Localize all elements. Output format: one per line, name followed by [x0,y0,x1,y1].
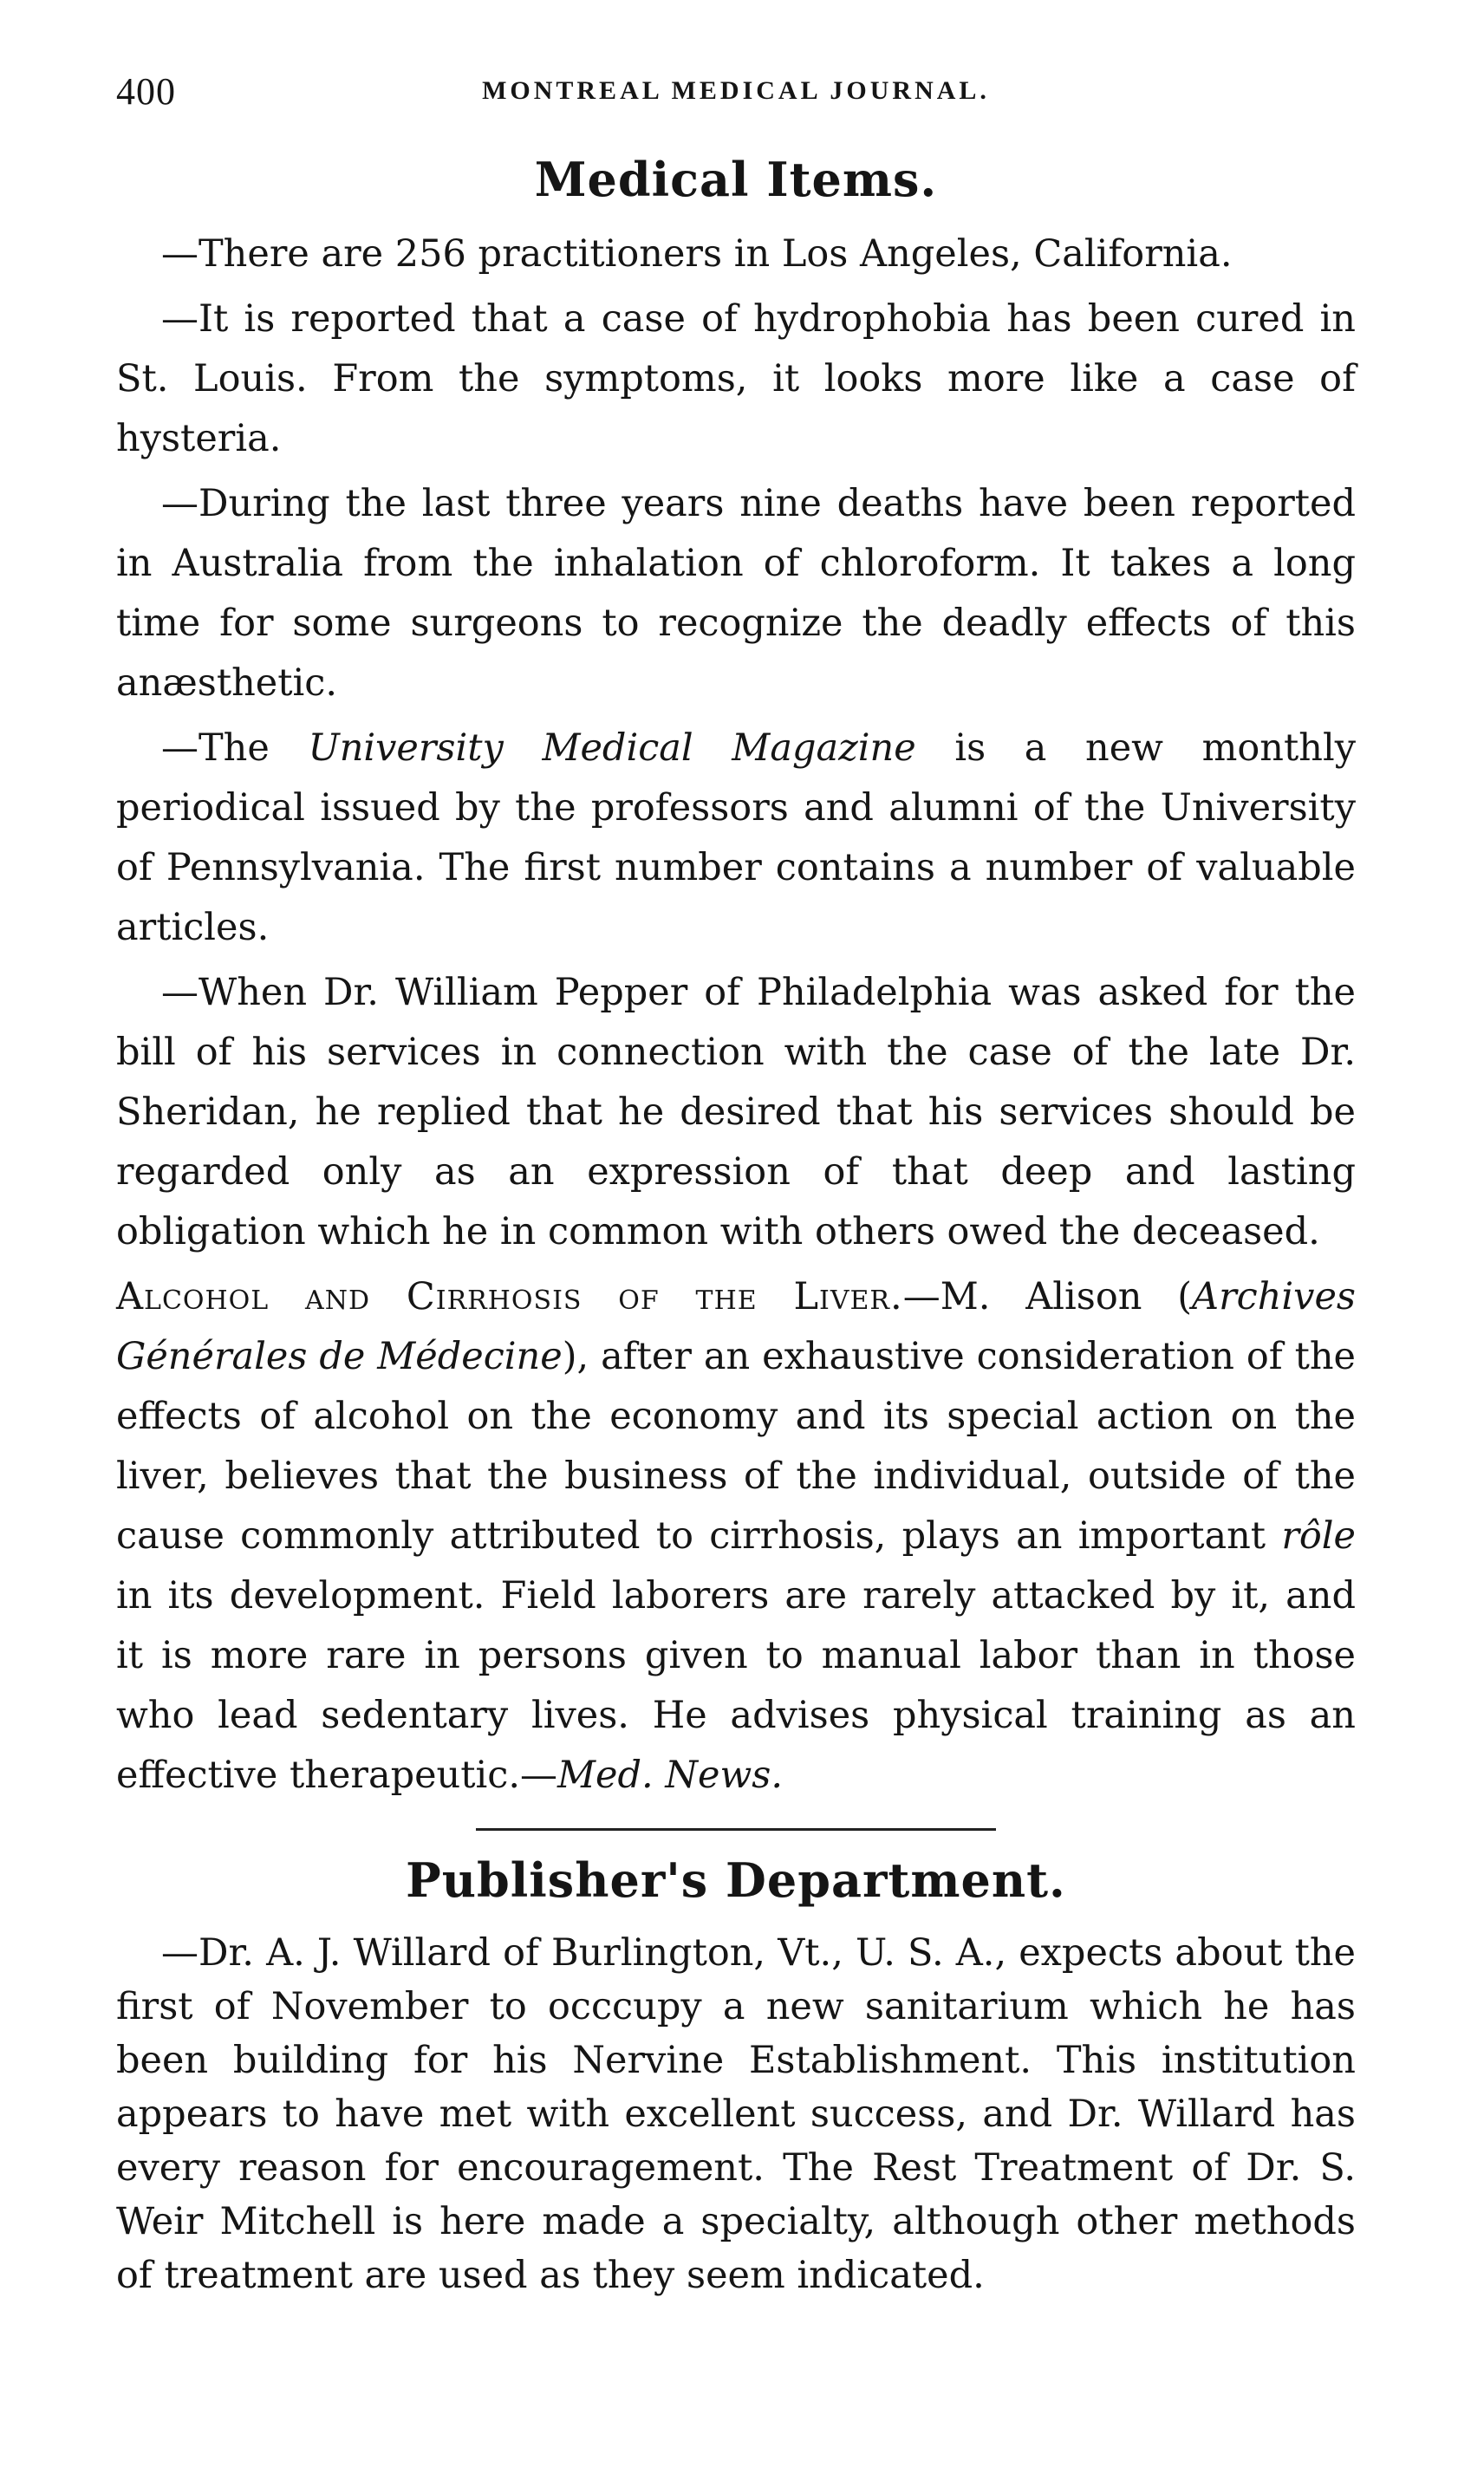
item-hydrophobia: —It is reported that a case of hydrophobia has been cured in St. Louis. From the symptoms, it looks more like a case of hysteria. [116,297,1356,461]
running-head [116,69,1356,130]
magazine-title: University Medical Magazine [308,726,916,771]
magazine-text: is a new monthly periodical issued by the professors and alumni of the University of Pennsylvania. The first number contains a number of valuable articles. [116,726,1356,950]
item-willard: —Dr. A. J. Willard of Burlington, Vt., U. S. A., expects about the first of November to occcupy a new sanitarium which he has been building for his Nervine Establishment. This institution appears to have met with excellent success, and Dr. Willard has every reason for encouragement. The Rest Treatment of Dr. S. Weir Mitchell is here made a specialty, although other methods of treatment are used as they seem indicated. [116,1930,1356,2297]
item-los-angeles: —There are 256 practitioners in Los Angeles, California. [161,232,1233,277]
journal-page [116,69,1356,2308]
alcohol-citation: Med. News. [557,1754,783,1798]
item-chloroform: —During the last three years nine deaths have been reported in Australia from the inhalation of chloroform. It takes a long time for some surgeons to recognize the deadly effects of this anæsthetic. [116,482,1356,706]
alcohol-source: Archives Générales de Médecine [116,1275,1356,1379]
page-number: 400 [116,70,176,113]
medical-items-heading: Medical Items. [534,152,938,207]
alcohol-text-1: ), after an exhaustive consideration of the effects of alcohol on the economy and its special action on the liver, believes that the business of the individual, outside of the cause commonly attributed to cirrhosis, plays an important [116,1335,1356,1559]
section-divider [476,1828,996,1831]
item-university-magazine [116,719,1356,958]
publishers-department-heading: Publisher's Department. [406,1852,1066,1909]
journal-title: MONTREAL MEDICAL JOURNAL. [482,76,990,105]
magazine-intro: —The [161,726,309,771]
alcohol-role: rôle [1281,1514,1356,1559]
item-pepper: —When Dr. William Pepper of Philadelphia was asked for the bill of his services in connection with the case of the late Dr. Sheridan, he replied that he desired that his services should be regarded only as an expression of that deep and lasting obligation which he in common with others owed the deceased. [116,971,1356,1254]
alcohol-text-2: in its development. Field laborers are rarely attacked by it, and it is more rare in persons given to manual labor than in those who lead sedentary lives. He advises physical training as an effective therapeutic.— [116,1574,1356,1798]
alcohol-title: Alcohol and Cirrhosis of the Liver. [116,1275,903,1319]
item-alcohol-cirrhosis [116,1267,1356,1806]
alcohol-author: —M. Alison ( [902,1275,1193,1319]
